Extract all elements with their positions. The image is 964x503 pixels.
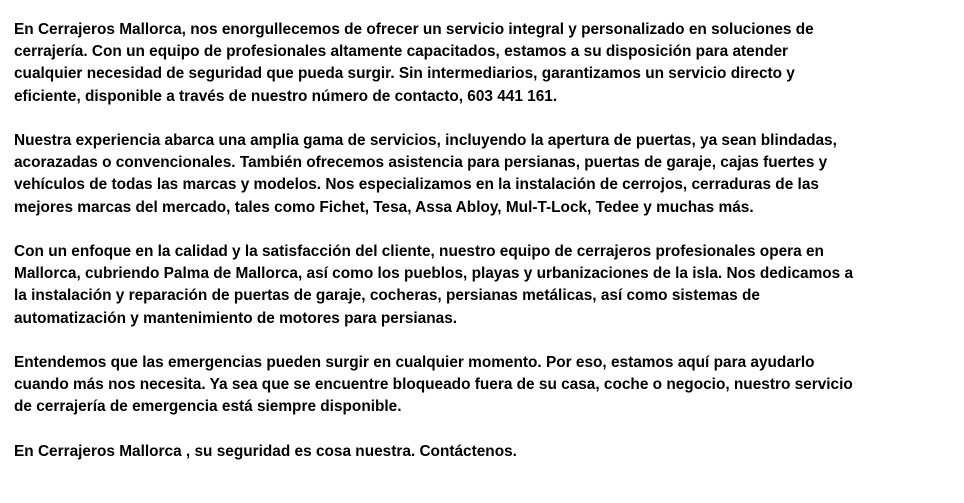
paragraph-emergency <box>14 352 853 419</box>
text-line: automatización y mantenimiento de motores para persianas. <box>14 309 458 327</box>
text-line: Mallorca, cubriendo Palma de Mallorca, así como los pueblos, playas y urbanizaciones de la isla. Nos dedicamos a <box>14 265 854 283</box>
text-line: cualquier necesidad de seguridad que pueda surgir. Sin intermediarios, garantizamos un servicio directo y <box>14 65 795 83</box>
text-line: En Cerrajeros Mallorca, nos enorgullecemos de ofrecer un servicio integral y personalizado en soluciones de <box>14 21 814 38</box>
text-line: En Cerrajeros Mallorca , su seguridad es cosa nuestra. Contáctenos. <box>14 442 517 460</box>
text-line: cerrajería. Con un equipo de profesionales altamente capacitados, estamos a su disposición para atender <box>14 43 789 61</box>
text-line: eficiente, disponible a través de nuestro número de contacto, 603 441 161. <box>14 87 558 105</box>
text-line: cuando más nos necesita. Ya sea que se encuentre bloqueado fuera de su casa, coche o negocio, nuestro servicio <box>14 376 853 394</box>
paragraph-intro <box>14 19 853 108</box>
paragraph-coverage <box>14 241 853 330</box>
paragraph-services <box>14 130 853 219</box>
text-line: mejores marcas del mercado, tales como Fichet, Tesa, Assa Abloy, Mul-T-Lock, Tedee y muchas más. <box>14 198 754 216</box>
text-line: vehículos de todas las marcas y modelos. Nos especializamos en la instalación de cerrojos, cerraduras de las <box>14 176 819 194</box>
text-line: la instalación y reparación de puertas de garaje, cocheras, persianas metálicas, así como sistemas de <box>14 287 760 305</box>
text-line: de cerrajería de emergencia está siempre disponible. <box>14 398 402 416</box>
text-line: Nuestra experiencia abarca una amplia gama de servicios, incluyendo la apertura de puertas, ya sean blindadas, <box>14 132 837 149</box>
text-line: Entendemos que las emergencias pueden surgir en cualquier momento. Por eso, estamos aquí para ayudarlo <box>14 354 815 371</box>
text-line: acorazadas o convencionales. También ofrecemos asistencia para persianas, puertas de garaje, cajas fuertes y <box>14 154 828 172</box>
document-body <box>14 19 853 485</box>
text-line: Con un enfoque en la calidad y la satisfacción del cliente, nuestro equipo de cerrajeros profesionales opera en <box>14 243 824 260</box>
paragraph-closing <box>14 441 853 463</box>
